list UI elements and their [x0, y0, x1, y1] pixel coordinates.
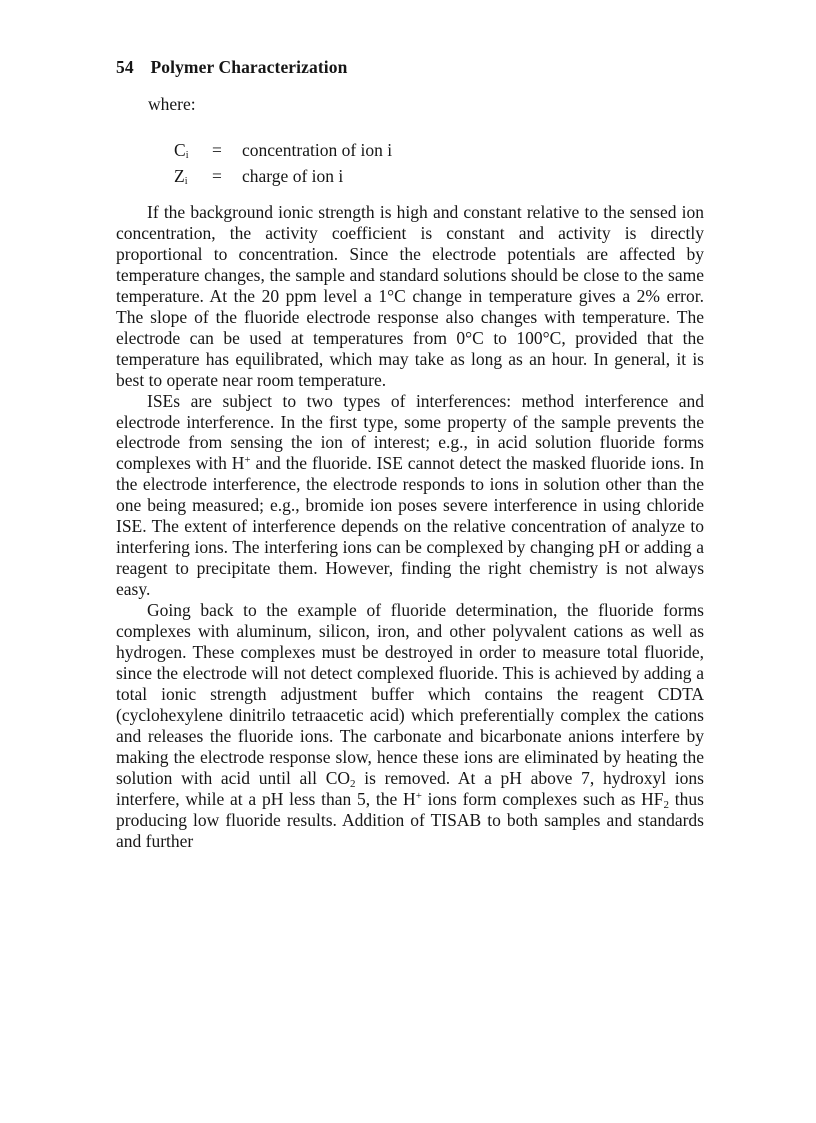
where-label: where:: [148, 94, 196, 114]
equals-sign: =: [212, 166, 222, 186]
equals-sign: =: [212, 140, 222, 160]
definition-meaning: charge of ion i: [242, 166, 344, 186]
definition-meaning: concentration of ion i: [242, 140, 393, 160]
paragraph-fluoride-determination: Going back to the example of fluoride determination, the fluoride forms complexes with aluminum, silicon, iron, and other polyvalent cations as well as hydrogen. These complexes must be destroyed in order to measure total fluoride, since the electrode will not detect complexed fluoride. This is achieved by adding a total ionic strength adjustment buffer which contains the reagent CDTA (cyclohexylene dinitrilo tetraacetic acid) which preferentially complex the cations and releases the fluoride ions. The carbonate and bicarbonate anions interfere by making the electrode response slow, hence these ions are eliminated by heating the solution with acid until all $CO_2$ is removed. At a pH above 7, hydroxyl ions interfere, while at a pH less than 5, the H+ ions form complexes such as $HF_2$ thus producing low fluoride results. Addition of TISAB to both samples and standards and further: [116, 600, 704, 851]
page-number: 54: [116, 57, 134, 77]
paragraph-interferences: ISEs are subject to two types of interferences: method interference and electrode interference. In the first type, some property of the sample prevents the electrode from sensing the ion of interest; e.g., in acid solution fluoride forms complexes with H+ and the fluoride. ISE cannot detect the masked fluoride ions. In the electrode interference, the electrode responds to ions in solution other than the one being measured; e.g., bromide ion poses severe interference in using chloride ISE. The extent of interference depends on the relative concentration of analyze to interfering ions. The interfering ions can be complexed by changing pH or adding a reagent to precipitate them. However, finding the right chemistry is not always easy.: [116, 390, 705, 600]
book-title: Polymer Characterization: [150, 57, 348, 77]
paragraph-ionic-strength: If the background ionic strength is high and constant relative to the sensed ion concentration, the activity coefficient is constant and activity is directly proportional to concentration. Since the electrode potentials are affected by temperature changes, the sample and standard solutions should be close to the same temperature. At the 20 ppm level a 1°C change in temperature gives a 2% error. The slope of the fluoride electrode response also changes with temperature. The electrode can be used at temperatures from 0°C to 100°C, provided that the temperature has equilibrated, which may take as long as an hour. In general, it is best to operate near room temperature.: [116, 202, 704, 390]
variable-definitions: [174, 140, 392, 192]
definition-row: [174, 140, 392, 166]
definition-row: [174, 166, 392, 192]
definition-symbol: $C_i$: [174, 140, 189, 161]
body-text: [116, 202, 704, 852]
running-head: [116, 57, 347, 78]
definition-symbol: $Z_i$: [174, 166, 188, 187]
